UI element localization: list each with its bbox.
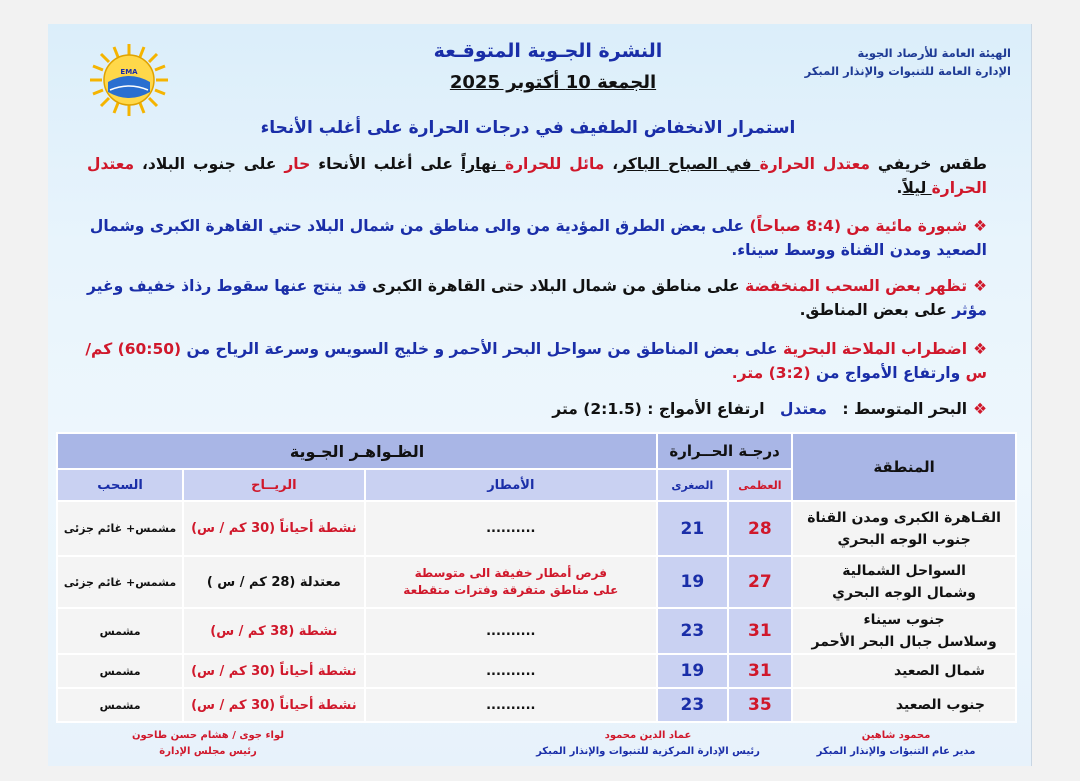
header-clouds: السحب bbox=[57, 469, 183, 501]
forecast-table bbox=[56, 432, 1017, 723]
org-line-2: الإدارة العامة للتنبوات والإنذار المبكر bbox=[804, 64, 1011, 78]
bullet-red-text: تظهر بعض السحب المنخفضة bbox=[745, 277, 968, 295]
table-row bbox=[57, 608, 1016, 654]
max-temp-cell: 31 bbox=[728, 608, 793, 654]
summary-part: مائل للحرارة bbox=[504, 155, 605, 173]
region-cell bbox=[792, 556, 1016, 608]
header-max: العظمى bbox=[728, 469, 793, 501]
region-line: السواحل الشمالية bbox=[842, 563, 966, 579]
summary-part: معتدل الحرارة bbox=[759, 155, 870, 173]
rain-line: على مناطق متفرقة وفترات متقطعة bbox=[403, 583, 619, 597]
signature-name: عماد الدين محمود bbox=[604, 730, 692, 741]
bullet-navigation bbox=[67, 337, 987, 385]
wind-cell: نشطة أحياناً (30 كم / س) bbox=[183, 688, 365, 722]
clouds-cell: مشمس bbox=[57, 608, 183, 654]
bulletin-sheet bbox=[48, 24, 1032, 766]
summary-part: حار bbox=[284, 155, 311, 173]
rain-cell bbox=[365, 556, 657, 608]
bullet-red-text: (60:50) كم/س bbox=[85, 340, 987, 382]
region-cell bbox=[792, 688, 1016, 722]
min-temp-cell: 21 bbox=[657, 501, 728, 556]
header-rain: الأمطار bbox=[365, 469, 657, 501]
rain-line: .......... bbox=[486, 623, 536, 639]
summary-part: في الصباح الباكر bbox=[618, 155, 760, 173]
rain-line: .......... bbox=[486, 697, 536, 713]
bullet-blue-text: على بعض المناطق من سواحل البحر الأحمر و خليج السويس وسرعة الرياح من bbox=[181, 340, 784, 358]
clouds-cell: مشمس+ غائم جزئى bbox=[57, 556, 183, 608]
max-temp-cell: 35 bbox=[728, 688, 793, 722]
table-row bbox=[57, 556, 1016, 608]
min-temp-cell: 23 bbox=[657, 688, 728, 722]
signature-title: رئيس الإدارة المركزية للتنبوات والإنذار المبكر bbox=[536, 746, 760, 757]
region-cell bbox=[792, 608, 1016, 654]
header-temperature: درجـة الحــرارة bbox=[657, 433, 792, 469]
sun-logo-icon bbox=[86, 42, 172, 118]
region-line: شمال الصعيد bbox=[894, 663, 985, 679]
bulletin-date: الجمعة 10 أكتوبر 2025 bbox=[449, 72, 657, 93]
organization-header bbox=[771, 44, 1011, 80]
region-line: جنوب الصعيد bbox=[895, 697, 985, 713]
bullet-blue-text: على بعض الطرق المؤدية من والى مناطق من شمال البلاد حتي القاهرة الكبرى وشمال الصعيد ومدن القناة ووسط سيناء. bbox=[89, 217, 987, 259]
bullet-blue-text: وارتفاع الأمواج من bbox=[810, 364, 966, 382]
bullet-clouds bbox=[67, 274, 987, 322]
rain-line: .......... bbox=[486, 663, 536, 679]
min-temp-cell: 19 bbox=[657, 654, 728, 688]
ema-logo bbox=[86, 42, 172, 118]
logo-text: EMA bbox=[120, 68, 138, 76]
region-cell bbox=[792, 501, 1016, 556]
summary-part: على أغلب الأنحاء bbox=[310, 155, 461, 173]
region-line: القـاهرة الكبرى ومدن القناة bbox=[807, 509, 1001, 526]
sea-waves: ارتفاع الأمواج : (2:1.5) متر bbox=[552, 400, 770, 418]
summary-part: . bbox=[896, 179, 903, 197]
header-min: الصغرى bbox=[657, 469, 728, 501]
bullet-red-text: (3:2) متر. bbox=[731, 364, 811, 382]
wind-cell: نشطة أحياناً (30 كم / س) bbox=[183, 501, 365, 556]
wind-cell: نشطة (38 كم / س) bbox=[183, 608, 365, 654]
table-row bbox=[57, 501, 1016, 556]
clouds-cell: مشمس+ غائم جزئى bbox=[57, 501, 183, 556]
region-cell bbox=[792, 654, 1016, 688]
summary-part: ، bbox=[604, 155, 619, 173]
region-line: جنوب سيناء bbox=[863, 612, 945, 628]
signature-3 bbox=[88, 728, 328, 760]
min-temp-cell: 23 bbox=[657, 608, 728, 654]
rain-cell bbox=[365, 654, 657, 688]
bullet-icon: ❖ bbox=[973, 277, 987, 295]
signature-name: محمود شاهين bbox=[861, 730, 931, 741]
rain-cell bbox=[365, 501, 657, 556]
table-row bbox=[57, 654, 1016, 688]
sea-label: البحر المتوسط : bbox=[837, 400, 968, 418]
rain-cell bbox=[365, 608, 657, 654]
signature-title: رئيس مجلس الإدارة bbox=[159, 746, 257, 757]
region-line: وشمال الوجه البحري bbox=[832, 585, 976, 601]
bullet-fog bbox=[67, 214, 987, 262]
max-temp-cell: 27 bbox=[728, 556, 793, 608]
rain-line: .......... bbox=[486, 521, 536, 536]
clouds-cell: مشمس bbox=[57, 654, 183, 688]
bulletin-headline: استمرار الانخفاض الطفيف في درجات الحرارة على أغلب الأنحاء bbox=[260, 118, 796, 138]
region-line: وسلاسل جبال البحر الأحمر bbox=[811, 634, 997, 650]
summary-part: نهاراً bbox=[460, 155, 505, 173]
summary-part: معتدل الحرارة bbox=[87, 155, 987, 197]
bullet-red-text: اضطراب الملاحة البحرية bbox=[783, 340, 968, 358]
sea-state: معتدل bbox=[779, 400, 828, 418]
max-temp-cell: 31 bbox=[728, 654, 793, 688]
header-wind: الريــاح bbox=[183, 469, 365, 501]
summary-part: ليلاً bbox=[902, 179, 932, 197]
rain-cell bbox=[365, 688, 657, 722]
bulletin-title: النشرة الجـوية المتوقـعة bbox=[433, 40, 663, 62]
summary-part: طقس خريفي bbox=[869, 155, 987, 173]
max-temp-cell: 28 bbox=[728, 501, 793, 556]
bullet-red-text: شبورة مائية من (8:4 صباحاً) bbox=[749, 217, 968, 235]
bullet-dark-text: على مناطق من شمال البلاد حتى القاهرة الكبرى bbox=[366, 277, 746, 295]
bullet-icon: ❖ bbox=[973, 400, 987, 418]
bullet-mediterranean bbox=[67, 397, 987, 421]
bullet-icon: ❖ bbox=[973, 217, 987, 235]
bullet-blue-text: قد ينتج عنها سقوط رذاذ خفيف وغير مؤثر bbox=[87, 277, 987, 319]
wind-cell: نشطة أحياناً (30 كم / س) bbox=[183, 654, 365, 688]
bullet-dark-text: على بعض المناطق. bbox=[799, 301, 953, 319]
region-line: جنوب الوجه البحري bbox=[837, 531, 971, 548]
clouds-cell: مشمس bbox=[57, 688, 183, 722]
signature-2 bbox=[498, 728, 798, 760]
org-line-1: الهيئة العامة للأرصاد الجوية bbox=[857, 46, 1011, 60]
header-phenomena: الظـواهـر الجـوية bbox=[57, 433, 657, 469]
min-temp-cell: 19 bbox=[657, 556, 728, 608]
signature-title: مدير عام التنبؤات والإنذار المبكر bbox=[816, 746, 976, 757]
wind-cell: معتدلة (28 كم / س ) bbox=[183, 556, 365, 608]
header-region: المنطقة bbox=[792, 433, 1016, 501]
rain-line: فرص أمطار خفيفة الى متوسطة bbox=[414, 566, 607, 580]
weather-summary bbox=[87, 152, 987, 200]
signature-1 bbox=[781, 728, 1011, 760]
signature-name: لواء جوى / هشام حسن طاحون bbox=[131, 730, 285, 741]
table-row bbox=[57, 688, 1016, 722]
bullet-icon: ❖ bbox=[973, 340, 987, 358]
summary-part: على جنوب البلاد، bbox=[134, 155, 285, 173]
